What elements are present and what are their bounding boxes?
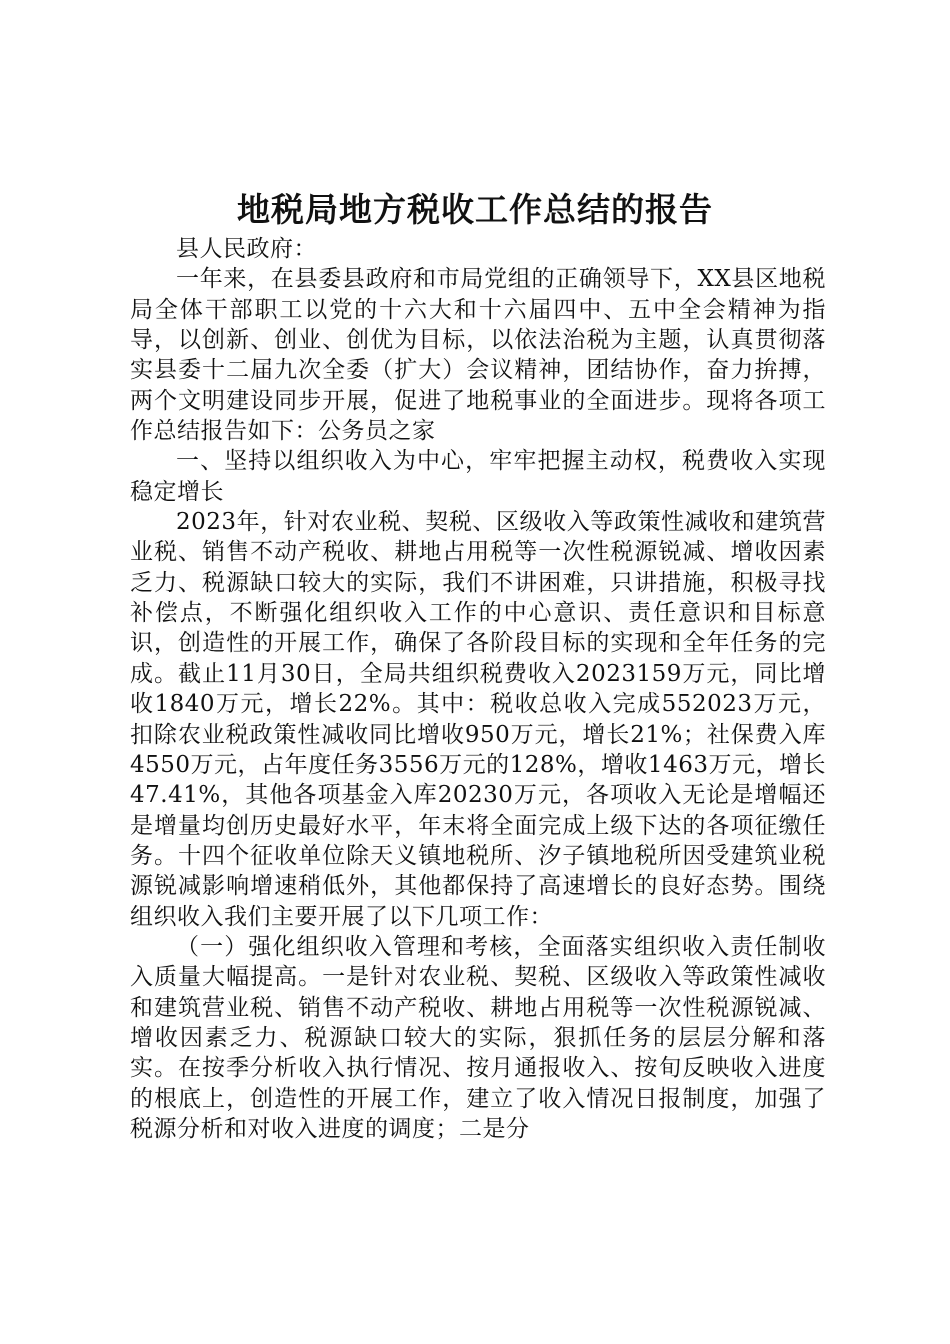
salutation: 县人民政府： bbox=[176, 236, 317, 262]
paragraph-revenue: 2023年，针对农业税、契税、区级收入等政策性减收和建筑营业税、销售不动产税收、耕地占用税等一次性税源锐减、增收因素乏力、税源缺口较大的实际，我们不讲困难，只讲措施，积极寻找补偿点，不断强化组织收入工作的中心意识、责任意识和目标意识，创造性的开展工作，确保了各阶段目标的实现和全年任务的完成。截止11月30日，全局共组织税费收入2023159万元，同比增收1840万元，增长22%。其中：税收总收入完成552023万元，扣除农业税政策性减收同比增收950万元，增长21%；社保费入库4550万元，占年度任务3556万元的128%，增收1463万元，增长47.41%，其他各项基金入库20230万元，各项收入无论是增幅还是增量均创历史最好水平，年末将全面完成上级下达的各项征缴任务。十四个征收单位除天义镇地税所、汐子镇地税所因受建筑业税源锐减影响增速稍低外，其他都保持了高速增长的良好态势。围绕组织收入我们主要开展了以下几项工作： bbox=[130, 509, 826, 930]
section-heading-1: 一、坚持以组织收入为中心，牢牢把握主动权，税费收入实现稳定增长 bbox=[130, 448, 826, 505]
document-body bbox=[130, 234, 826, 1144]
document-title: 地税局地方税收工作总结的报告 bbox=[237, 190, 713, 229]
paragraph-subsection-1: （一）强化组织收入管理和考核，全面落实组织收入责任制收入质量大幅提高。一是针对农业税、契税、区级收入等政策性减收和建筑营业税、销售不动产税收、耕地占用税等一次性税源锐减、增收因素乏力、税源缺口较大的实际，狠抓任务的层层分解和落实。在按季分析收入执行情况、按月通报收入、按旬反映收入进度的根底上，创造性的开展工作，建立了收入情况日报制度，加强了税源分析和对收入进度的调度；二是分 bbox=[130, 933, 826, 1142]
paragraph-intro: 一年来，在县委县政府和市局党组的正确领导下，XX县区地税局全体干部职工以党的十六大和十六届四中、五中全会精神为指导，以创新、创业、创优为目标，以依法治税为主题，认真贯彻落实县委十二届九次全委（扩大）会议精神，团结协作，奋力拚搏，两个文明建设同步开展，促进了地税事业的全面进步。现将各项工作总结报告如下：公务员之家 bbox=[130, 266, 826, 445]
